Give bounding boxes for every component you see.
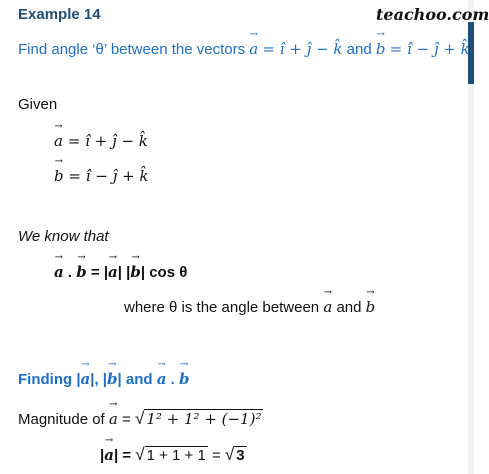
magnitude-radicand: 1² + 1² + (−1)² (146, 410, 262, 428)
teachoo-logo: teachoo.com (376, 5, 489, 24)
formula-abs-a: → a (108, 263, 118, 281)
given-a-expr: = î + ĵ − k̂ (67, 132, 148, 150)
formula-mid: | | (117, 264, 131, 281)
magnitude-open: | (100, 447, 105, 464)
given-label: Given (18, 96, 58, 113)
question-vector-a: → a (249, 40, 258, 58)
question-vector-b: → b (376, 40, 386, 58)
finding-vector-a: → a (81, 370, 91, 388)
magnitude-vector-a: → a (109, 410, 118, 428)
where-vector-a: → a (323, 298, 332, 316)
magnitude-eq: = (122, 411, 131, 428)
magnitude-line2-vector-a: → a (104, 446, 114, 464)
scrollbar-track[interactable] (468, 0, 474, 474)
formula-lhs-a: → a (54, 263, 64, 281)
finding-label: Finding | (18, 371, 81, 388)
where-line (124, 298, 375, 316)
question-line (18, 40, 475, 58)
given-b-expr: = î − ĵ + k̂ (68, 167, 149, 185)
formula-tail: | cos θ (140, 264, 188, 281)
given-vector-b: → b (54, 167, 64, 185)
question-connector: and (346, 41, 372, 58)
formula-lhs-b: → b (76, 263, 87, 281)
finding-heading (18, 370, 189, 388)
finding-vector-b: → b (107, 370, 118, 388)
sqrt-icon-2: √ (135, 445, 145, 464)
question-b-expr: = î − ĵ + k̂. (389, 40, 475, 58)
given-vector-a: → a (54, 132, 63, 150)
question-a-expr: = î + ĵ − k̂ (262, 40, 343, 58)
finding-dot: . (170, 371, 175, 388)
finding-dot-a: → a (157, 370, 167, 388)
magnitude-line2-radicand: 1 + 1 + 1 (146, 447, 206, 464)
where-text: where θ is the angle between (124, 299, 320, 316)
formula-intro: We know that (18, 228, 109, 245)
given-a-line (54, 132, 148, 150)
sqrt-icon: √ (134, 409, 145, 428)
finding-and: | and (117, 371, 153, 388)
dot-product-formula (54, 263, 187, 281)
formula-eq: = | (90, 264, 109, 281)
magnitude-line-1 (18, 409, 263, 429)
magnitude-prefix: Magnitude of (18, 411, 105, 428)
magnitude-line2-eq: = (211, 447, 221, 464)
sqrt-icon-3: √ (224, 445, 235, 464)
finding-dot-b: → b (179, 370, 190, 388)
question-prefix: Find angle ‘θ’ between the vectors (18, 41, 246, 58)
where-and: and (336, 299, 362, 316)
magnitude-mid: | = (113, 447, 132, 464)
where-vector-b: → b (366, 298, 376, 316)
magnitude-result: 3 (236, 447, 245, 464)
page-title: Example 14 (18, 6, 101, 23)
formula-abs-b: → b (130, 263, 141, 281)
given-b-line (54, 167, 148, 185)
formula-dot: . (67, 264, 73, 281)
finding-sep: |, | (90, 371, 107, 388)
magnitude-line-2 (100, 445, 247, 465)
